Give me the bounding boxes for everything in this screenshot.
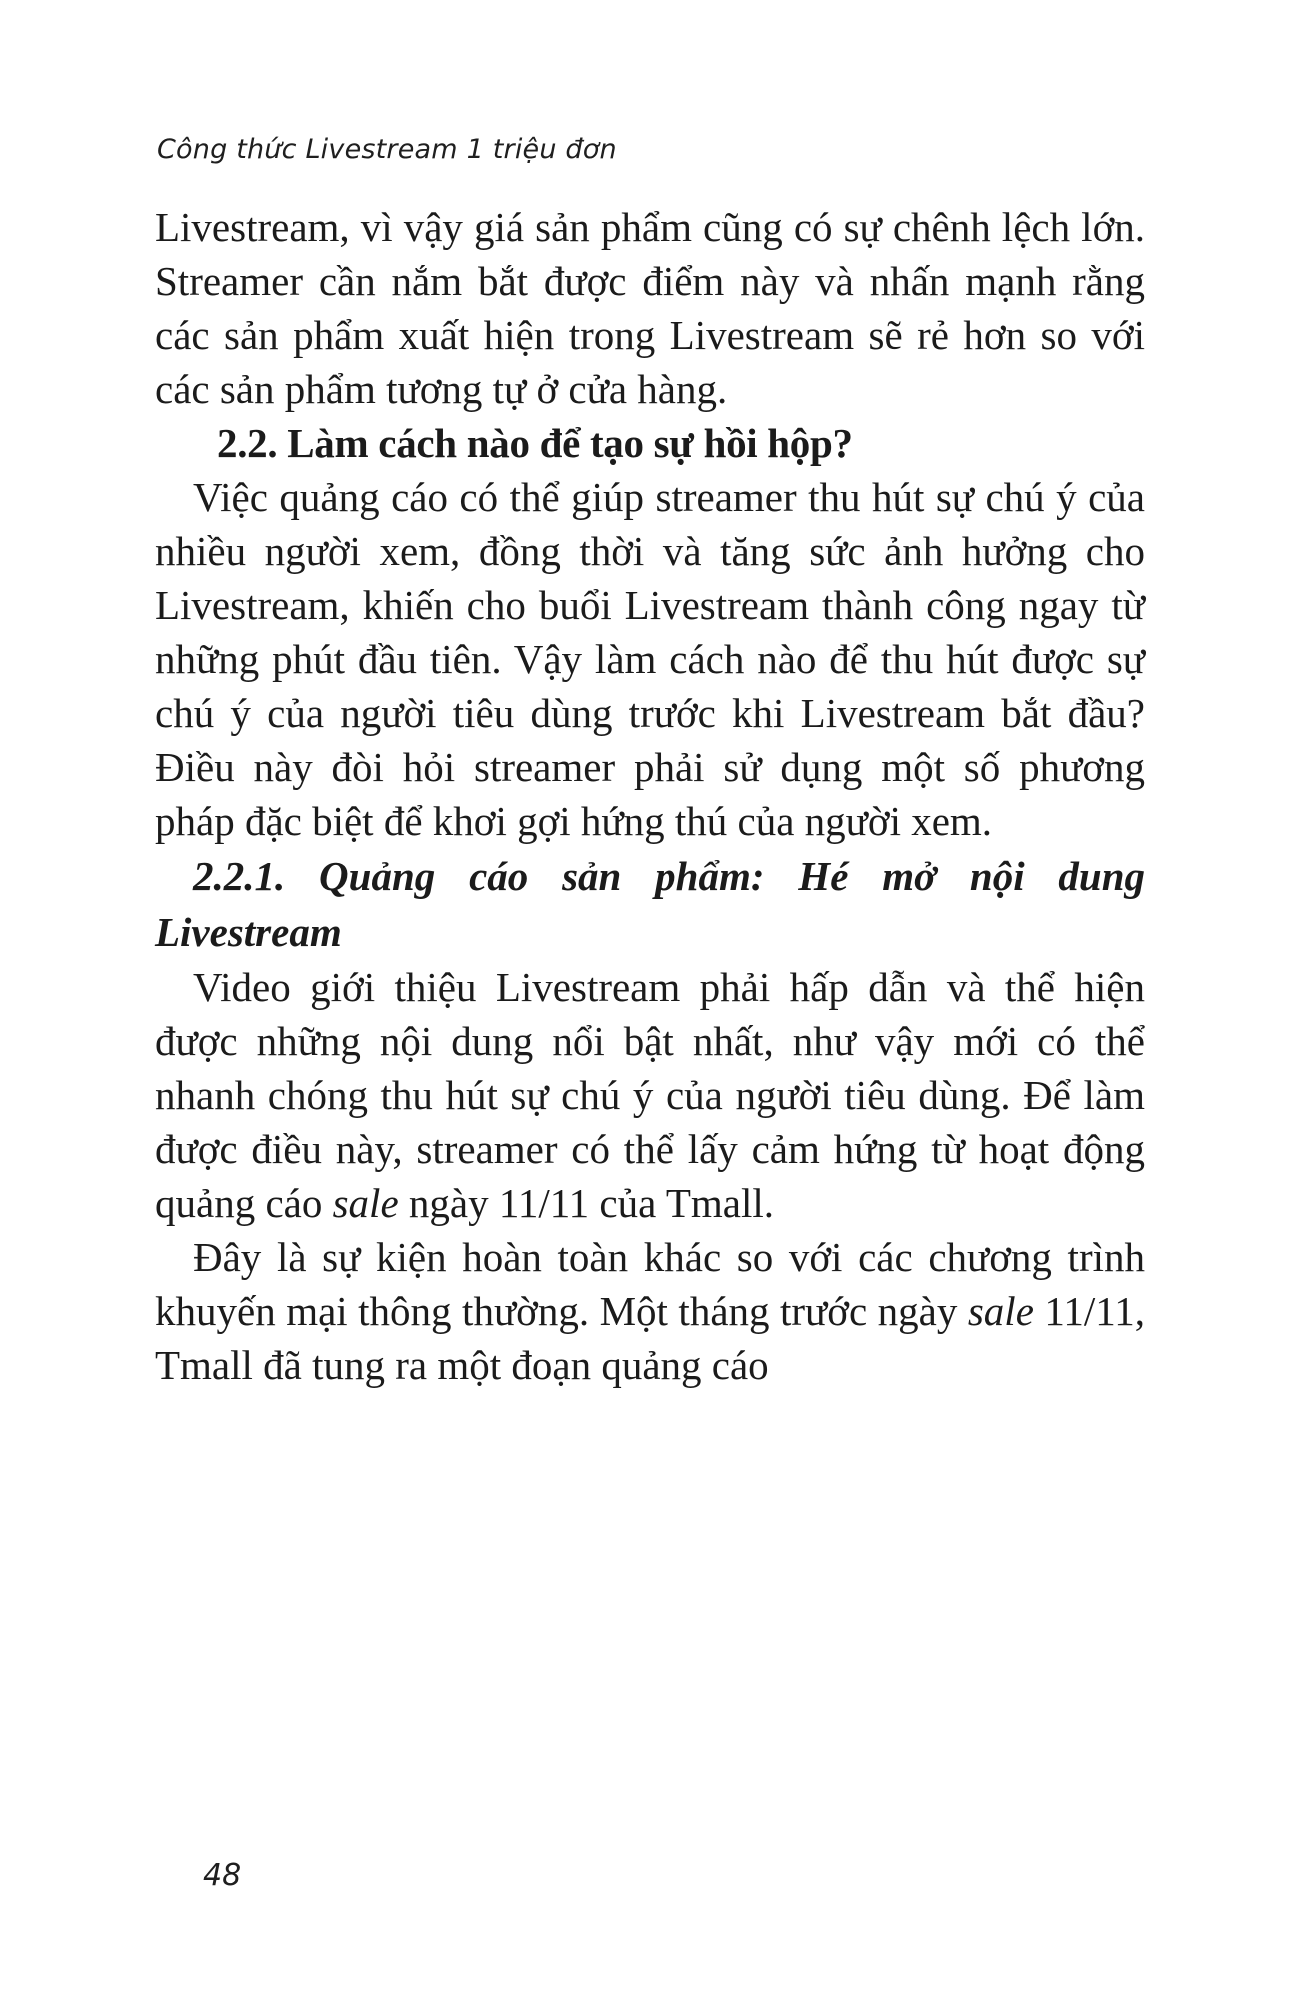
italic-term-sale: sale xyxy=(332,1180,399,1226)
paragraph: Việc quảng cáo có thể giúp streamer thu hút sự chú ý của nhiều người xem, đồng thời và tăng sức ảnh hưởng cho Livestream, khiến cho buổi Livestream thành công ngay từ những phút đầu tiên. Vậy làm cách nào để thu hút được sự chú ý của người tiêu dùng trước khi Livestream bắt đầu? Điều này đòi hỏi streamer phải sử dụng một số phương pháp đặc biệt để khơi gợi hứng thú của người xem. xyxy=(155,474,1145,844)
running-header: Công thức Livestream 1 triệu đơn xyxy=(157,134,617,165)
page-number: 48 xyxy=(203,1858,242,1893)
subsection-heading-2-2-1: 2.2.1. Quảng cáo sản phẩm: Hé mở nội dung Livestream xyxy=(155,853,1145,955)
paragraph-text: ngày 11/11 của Tmall. xyxy=(398,1180,775,1226)
paragraph-text: 11/11, Tmall đã tung ra một đoạn quảng cáo xyxy=(155,1288,1145,1388)
paragraph-text: Video giới thiệu Livestream phải hấp dẫn và thể hiện được những nội dung nổi bật nhất, như vậy mới có thể nhanh chóng thu hút sự chú ý của người tiêu dùng. Để làm được điều này, streamer có thể lấy cảm hứng từ hoạt động quảng cáo xyxy=(155,964,1145,1226)
italic-term-sale: sale xyxy=(967,1288,1034,1334)
text-block xyxy=(155,200,1145,1392)
section-heading-2-2: 2.2. Làm cách nào để tạo sự hồi hộp? xyxy=(217,420,853,466)
paragraph xyxy=(155,960,1145,1230)
paragraph-continuation: Livestream, vì vậy giá sản phẩm cũng có sự chênh lệch lớn. Streamer cần nắm bắt được điểm này và nhấn mạnh rằng các sản phẩm xuất hiện trong Livestream sẽ rẻ hơn so với các sản phẩm tương tự ở cửa hàng. xyxy=(155,204,1145,412)
paragraph xyxy=(155,1230,1145,1392)
paragraph-text: Đây là sự kiện hoàn toàn khác so với các chương trình khuyến mại thông thường. Một tháng trước ngày xyxy=(155,1234,1145,1334)
